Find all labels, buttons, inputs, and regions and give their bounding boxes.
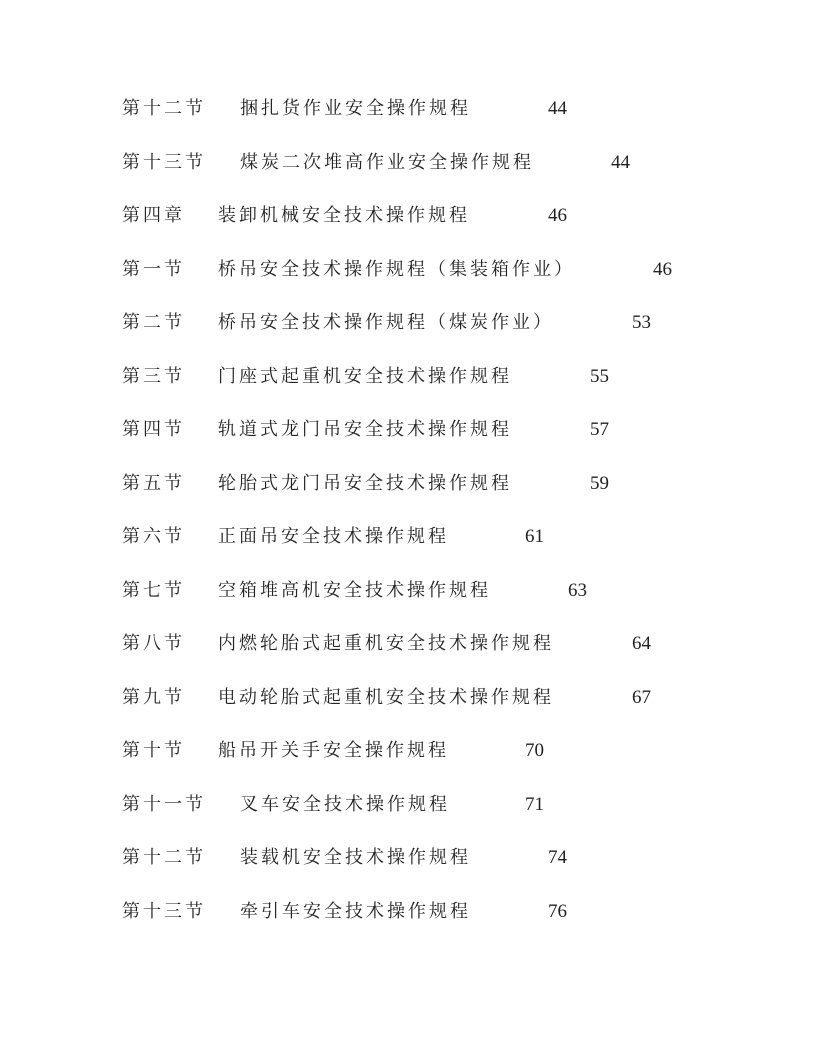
toc-entry[interactable] — [0, 632, 816, 656]
toc-section-label: 第十三节 — [122, 901, 206, 922]
toc-section-title: 桥吊安全技术操作规程（集装箱作业） — [218, 259, 575, 280]
toc-section-label: 第十一节 — [122, 794, 206, 815]
toc-page-number: 46 — [653, 259, 672, 280]
toc-section-title: 捆扎货作业安全操作规程 — [240, 98, 471, 119]
toc-section-label: 第二节 — [122, 312, 185, 333]
toc-section-title: 电动轮胎式起重机安全技术操作规程 — [218, 687, 554, 708]
toc-entry[interactable] — [0, 793, 816, 817]
toc-section-label: 第六节 — [122, 526, 185, 547]
toc-section-title: 牵引车安全技术操作规程 — [240, 901, 471, 922]
toc-page-number: 57 — [590, 419, 609, 440]
toc-page-number: 44 — [611, 152, 630, 173]
toc-section-label: 第十节 — [122, 740, 185, 761]
toc-section-label: 第九节 — [122, 687, 185, 708]
toc-entry[interactable] — [0, 579, 816, 603]
toc-section-title: 叉车安全技术操作规程 — [240, 794, 450, 815]
toc-section-label: 第十二节 — [122, 98, 206, 119]
toc-entry[interactable] — [0, 739, 816, 763]
toc-section-title: 桥吊安全技术操作规程（煤炭作业） — [218, 312, 554, 333]
toc-page-number: 71 — [525, 794, 544, 815]
toc-section-label: 第四节 — [122, 419, 185, 440]
toc-page-number: 70 — [525, 740, 544, 761]
toc-section-title: 内燃轮胎式起重机安全技术操作规程 — [218, 633, 554, 654]
toc-section-label: 第十三节 — [122, 152, 206, 173]
toc-entry[interactable] — [0, 151, 816, 175]
toc-page-number: 64 — [632, 633, 651, 654]
toc-section-title: 轮胎式龙门吊安全技术操作规程 — [218, 473, 512, 494]
toc-section-label: 第七节 — [122, 580, 185, 601]
toc-section-title: 门座式起重机安全技术操作规程 — [218, 366, 512, 387]
toc-entry[interactable] — [0, 97, 816, 121]
toc-section-title: 装卸机械安全技术操作规程 — [218, 205, 470, 226]
toc-entry[interactable] — [0, 686, 816, 710]
toc-entry[interactable] — [0, 365, 816, 389]
toc-section-title: 煤炭二次堆高作业安全操作规程 — [240, 152, 534, 173]
toc-entry[interactable] — [0, 258, 816, 282]
toc-section-title: 空箱堆高机安全技术操作规程 — [218, 580, 491, 601]
toc-section-label: 第五节 — [122, 473, 185, 494]
toc-page-number: 63 — [568, 580, 587, 601]
toc-entry[interactable] — [0, 472, 816, 496]
toc-page-number: 74 — [548, 847, 567, 868]
toc-section-title: 正面吊安全技术操作规程 — [218, 526, 449, 547]
toc-section-label: 第四章 — [122, 205, 185, 226]
toc-entry[interactable] — [0, 525, 816, 549]
toc-section-label: 第一节 — [122, 259, 185, 280]
toc-page-number: 46 — [548, 205, 567, 226]
toc-entry[interactable] — [0, 418, 816, 442]
toc-page-number: 61 — [525, 526, 544, 547]
toc-entry[interactable] — [0, 204, 816, 228]
toc-section-title: 轨道式龙门吊安全技术操作规程 — [218, 419, 512, 440]
toc-page-number: 53 — [632, 312, 651, 333]
toc-page-number: 59 — [590, 473, 609, 494]
toc-page-number: 67 — [632, 687, 651, 708]
toc-section-label: 第三节 — [122, 366, 185, 387]
toc-section-label: 第十二节 — [122, 847, 206, 868]
toc-page-number: 44 — [548, 98, 567, 119]
toc-page-number: 55 — [590, 366, 609, 387]
toc-section-title: 装载机安全技术操作规程 — [240, 847, 471, 868]
toc-page-number: 76 — [548, 901, 567, 922]
toc-entry[interactable] — [0, 311, 816, 335]
toc-section-title: 船吊开关手安全操作规程 — [218, 740, 449, 761]
toc-section-label: 第八节 — [122, 633, 185, 654]
toc-entry[interactable] — [0, 846, 816, 870]
toc-entry[interactable] — [0, 900, 816, 924]
